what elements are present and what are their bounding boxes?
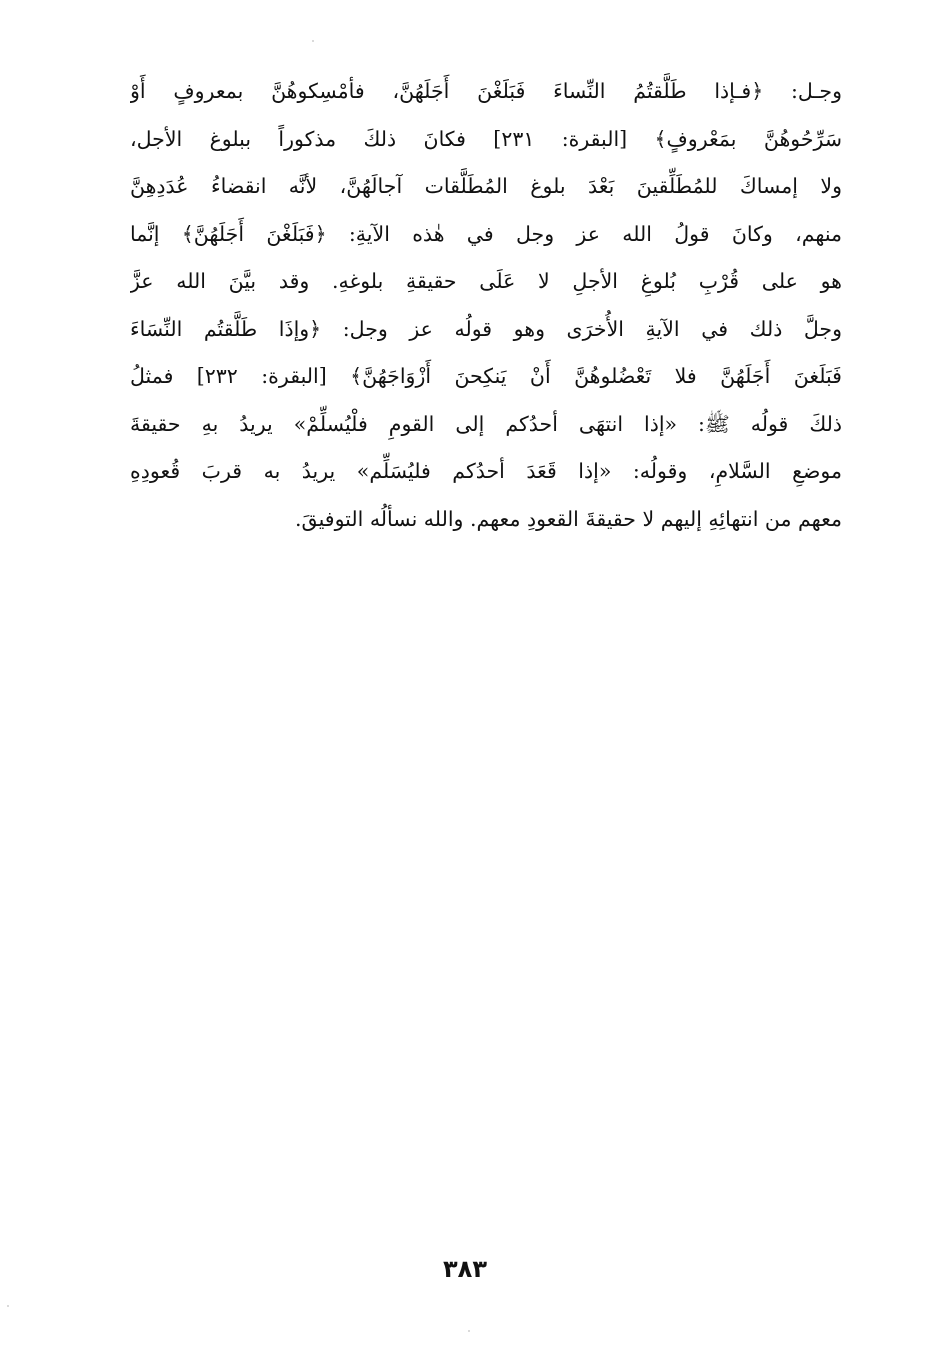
- page-number: ٣٨٣: [443, 1255, 487, 1283]
- text-line-6: وجلَّ ذلك في الآيةِ الأُخرَى وهو قولُه عز وجل: ﴿وإذَا طَلَّقتُم النِّسَاءَ: [130, 316, 842, 341]
- scan-speck: [7, 1305, 9, 1307]
- text-line-4: منهم، وكانَ قولُ الله عز وجل في هٰذه الآيةِ: ﴿فَبَلَغْنَ أَجَلَهُنَّ﴾ إنَّما: [130, 221, 842, 246]
- text-line-7: فَبَلَغنَ أَجَلَهُنَّ فلا تَعْضُلوهُنَّ أَنْ يَنكِحنَ أَزْوَاجَهُنَّ﴾ [البقرة: ٢٣٢] فمثلُ: [130, 364, 842, 388]
- text-line-10: معهم من انتهائِهِ إليهم لا حقيقةَ القعودِ معهم. والله نسألُه التوفيقَ.: [294, 506, 842, 531]
- scan-speck: [312, 40, 314, 42]
- text-line-9: موضعِ السَّلامِ، وقولُه: «إذا قَعَدَ أحدُكم فليُسَلِّم» يريدُ به قربَ قُعودِهِ: [130, 459, 842, 483]
- scan-speck: [468, 1330, 470, 1332]
- body-text: [130, 68, 842, 543]
- text-line-5: هو على قُرْبِ بُلوغِ الأجلِ لا عَلَى حقيقةِ بلوغهِ. وقد بيَّنَ الله عزَّ: [130, 269, 842, 293]
- text-line-3: ولا إمساكَ للمُطَلِّقينَ بَعْدَ بلوغ المُطَلَّقات آجالَهُنَّ، لأنَّه انقضاءُ عُدَدِهِنَّ: [130, 174, 842, 198]
- text-line-2: سَرِّحُوهُنَّ بمَعْروفٍ﴾ [البقرة: ٢٣١] فكانَ ذلكَ مذكوراً ببلوغ الأجل،: [130, 126, 842, 151]
- text-line-8: ذلكَ قولُه ﷺ: «إذا انتهَى أحدُكم إلى القومِ فلْيُسلِّمْ» يريدُ بهِ حقيقةَ: [130, 411, 842, 436]
- text-line-1: وجـل: ﴿فـإذا طَلَّقتُمُ النِّساءَ فَبَلَغْنَ أَجَلَهُنَّ، فأمْسِكوهُنَّ بمعروفٍ أَوْ: [130, 79, 842, 103]
